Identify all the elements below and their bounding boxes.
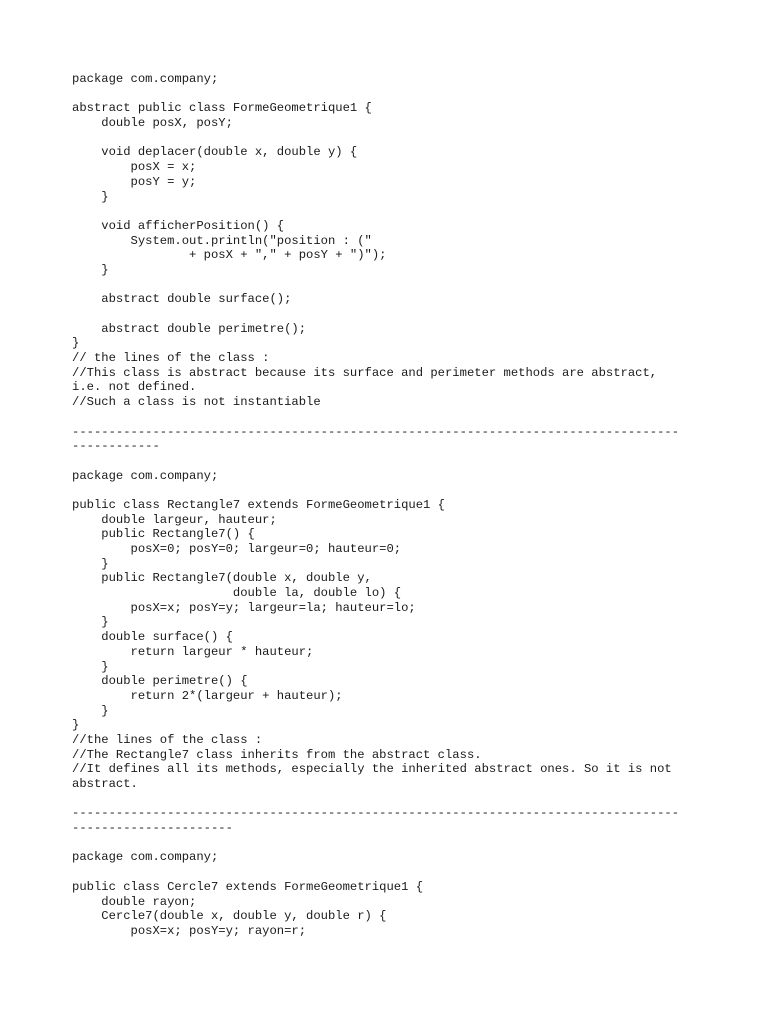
- code-line: double perimetre() {: [72, 674, 248, 689]
- code-line: abstract public class FormeGeometrique1 {: [72, 101, 372, 116]
- code-line: public Rectangle7(double x, double y,: [72, 571, 372, 586]
- code-line: void deplacer(double x, double y) {: [72, 145, 358, 160]
- blank-line: [72, 307, 768, 322]
- code-line: // the lines of the class :: [72, 351, 270, 366]
- code-line: + posX + "," + posY + ")");: [72, 248, 387, 263]
- code-line: posX=x; posY=y; rayon=r;: [72, 923, 307, 938]
- code-line: i.e. not defined.: [72, 380, 197, 395]
- code-line: //the lines of the class :: [72, 732, 263, 747]
- code-line: Cercle7(double x, double y, double r) {: [72, 909, 387, 924]
- code-line: ----------------------: [72, 821, 233, 836]
- code-line: package com.company;: [72, 850, 219, 865]
- code-line: //This class is abstract because its surface and perimeter methods are abstract,: [72, 365, 658, 380]
- code-line: package com.company;: [72, 468, 219, 483]
- blank-line: [72, 131, 768, 146]
- code-line: ------------: [72, 439, 160, 454]
- code-line: return largeur * hauteur;: [72, 644, 314, 659]
- code-line: }: [72, 718, 80, 733]
- blank-line: [72, 87, 768, 102]
- code-line: double largeur, hauteur;: [72, 512, 277, 527]
- code-line: package com.company;: [72, 72, 219, 86]
- code-line: }: [72, 703, 109, 718]
- code-line: //Such a class is not instantiable: [72, 395, 321, 410]
- blank-line: [72, 836, 768, 851]
- blank-line: [72, 483, 768, 498]
- code-line: void afficherPosition() {: [72, 218, 285, 233]
- code-line: System.out.println("position : (": [72, 233, 372, 248]
- code-line: }: [72, 189, 109, 204]
- blank-line: [72, 792, 768, 807]
- code-listing: [72, 72, 768, 939]
- code-line: }: [72, 262, 109, 277]
- code-line: posX=x; posY=y; largeur=la; hauteur=lo;: [72, 600, 416, 615]
- code-line: double rayon;: [72, 894, 197, 909]
- code-line: abstract.: [72, 777, 138, 791]
- code-line: }: [72, 659, 109, 674]
- code-line: posY = y;: [72, 174, 197, 189]
- blank-line: [72, 278, 768, 293]
- blank-line: [72, 454, 768, 469]
- blank-line: [72, 410, 768, 425]
- code-line: }: [72, 336, 80, 351]
- blank-line: [72, 865, 768, 880]
- code-line: posX=0; posY=0; largeur=0; hauteur=0;: [72, 542, 402, 556]
- code-line: posX = x;: [72, 160, 197, 175]
- code-line: //It defines all its methods, especially the inherited abstract ones. So it is not: [72, 762, 672, 777]
- code-line: -----------------------------------------------------------------------------------: [72, 806, 680, 821]
- blank-line: [72, 204, 768, 219]
- code-line: public Rectangle7() {: [72, 527, 255, 542]
- code-line: public class Cercle7 extends FormeGeometrique1 {: [72, 879, 424, 894]
- code-line: //The Rectangle7 class inherits from the abstract class.: [72, 747, 482, 762]
- code-line: }: [72, 615, 109, 630]
- code-line: return 2*(largeur + hauteur);: [72, 688, 343, 703]
- code-line: abstract double surface();: [72, 292, 292, 307]
- code-line: double la, double lo) {: [72, 586, 402, 601]
- code-line: }: [72, 556, 109, 571]
- code-line: double surface() {: [72, 630, 233, 645]
- code-line: double posX, posY;: [72, 116, 233, 131]
- code-line: abstract double perimetre();: [72, 321, 307, 336]
- code-line: -----------------------------------------------------------------------------------: [72, 424, 680, 439]
- code-line: public class Rectangle7 extends FormeGeometrique1 {: [72, 497, 445, 512]
